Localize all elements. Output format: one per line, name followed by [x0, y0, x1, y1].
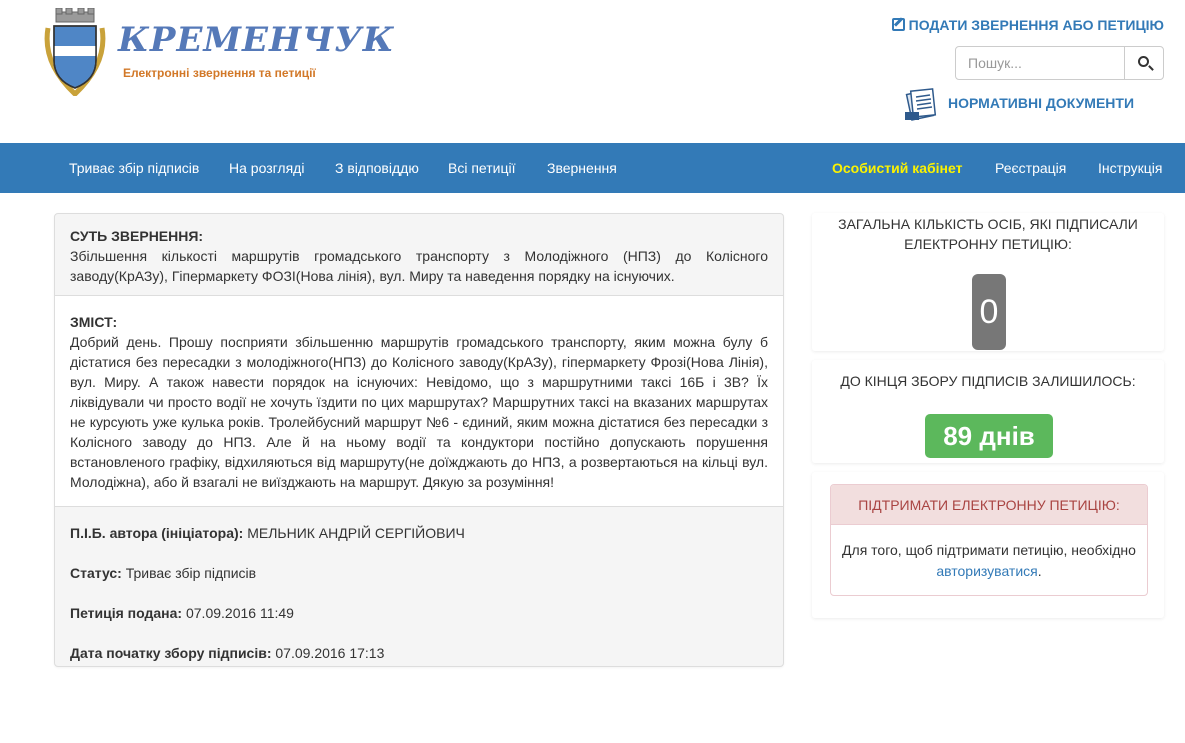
content-label: ЗМІСТ: [70, 314, 118, 330]
status-label: Статус: [70, 565, 122, 581]
search-input[interactable] [955, 46, 1125, 80]
main-navbar [0, 143, 1185, 193]
submitted-label: Петиція подана: [70, 605, 183, 621]
nav-registration[interactable]: Реєстрація [995, 160, 1067, 176]
signers-count-badge: 0 [972, 274, 1006, 350]
coat-of-arms-icon [42, 8, 108, 96]
start-date-label: Дата початку збору підписів: [70, 645, 272, 661]
petition-info-section [55, 507, 783, 666]
logo-title: КРЕМЕНЧУК [118, 20, 395, 60]
submitted-value: 07.09.2016 11:49 [185, 605, 294, 621]
nav-under-review[interactable]: На розгляді [229, 160, 305, 176]
logo-subtitle: Електронні звернення та петиції [123, 66, 316, 80]
submitted-line [70, 605, 294, 621]
signers-card [812, 213, 1164, 351]
edit-icon [892, 18, 905, 31]
support-text: Для того, щоб підтримати петицію, необхідно [842, 542, 1136, 558]
support-petition-title: ПІДТРИМАТИ ЕЛЕКТРОННУ ПЕТИЦІЮ: [831, 485, 1147, 525]
remaining-days-badge: 89 днів [925, 414, 1053, 458]
essence-label: СУТЬ ЗВЕРНЕННЯ: [70, 228, 204, 244]
start-date-line [70, 645, 384, 661]
petition-panel [54, 213, 784, 667]
nav-appeals[interactable]: Звернення [547, 160, 617, 176]
petition-essence-section [55, 214, 783, 296]
essence-text: Збільшення кількості маршрутів громадського транспорту з Молодіжного (НПЗ) до Колісного заводу(КрАЗу), Гіпермаркету ФОЗІ(Нова лінія), вул. Миру та наведення порядку на існуючих. [70, 248, 768, 284]
submit-petition-label: ПОДАТИ ЗВЕРНЕННЯ АБО ПЕТИЦІЮ [908, 17, 1164, 33]
author-label: П.І.Б. автора (ініціатора): [70, 525, 244, 541]
start-date-value: 07.09.2016 17:13 [275, 645, 385, 661]
author-line [70, 525, 465, 541]
search-form [955, 46, 1164, 80]
author-value: МЕЛЬНИК АНДРІЙ СЕРГІЙОВИЧ [247, 525, 465, 541]
nav-personal-cabinet[interactable]: Особистий кабінет [832, 160, 963, 176]
nav-answered[interactable]: З відповіддю [335, 160, 419, 176]
status-line [70, 565, 256, 581]
remaining-title: ДО КІНЦЯ ЗБОРУ ПІДПИСІВ ЗАЛИШИЛОСЬ: [840, 373, 1136, 389]
nav-instructions[interactable]: Інструкція [1098, 160, 1163, 176]
support-petition-body [831, 540, 1147, 582]
content-text: Добрий день. Прошу посприяти збільшенню маршрутів громадського транспорту, яким можна булу б дістатися без пересадки з молодіжного(НПЗ) до Колісного заводу(КрАЗу), гіпермаркету Фрозі(Нова Лінія), вул. Миру. А також навести порядок на існуючих: Невідомо, що з маршрутними таксі 16Б і 3В? Їх ліквідували чи просто водії не хочуть їздити по цих маршрутах? Маршрутних таксі на вказаних маршрутах не курсують уже кулька років. Тролейбусний маршрут №6 - єдиний, яким можна дістатися без пересадки з Колісного заводу до НПЗ. Але й на ньому водії та кондуктори постійно допускають порушення встановленого графіку, відхиляються від маршруту(не доїжджають до НПЗ, а розвертаються на кільці вул. Молодіжна), або й взагалі не виїзджають на маршрут. Дякую за розуміння! [70, 334, 768, 490]
support-petition-panel [830, 484, 1148, 596]
petition-content-section [55, 296, 783, 507]
nav-collecting-signatures[interactable]: Триває збір підписів [69, 160, 200, 176]
search-button[interactable] [1124, 46, 1164, 80]
petition-sidebar [812, 213, 1165, 618]
signers-title: ЗАГАЛЬНА КІЛЬКІСТЬ ОСІБ, ЯКІ ПІДПИСАЛИ ЕЛЕКТРОННУ ПЕТИЦІЮ: [838, 216, 1138, 252]
normative-docs-label: НОРМАТИВНІ ДОКУМЕНТИ [948, 95, 1135, 111]
search-icon [1138, 56, 1149, 67]
site-logo[interactable] [42, 8, 395, 98]
site-header [0, 0, 1185, 143]
documents-icon [903, 86, 939, 122]
support-end: . [1037, 563, 1042, 579]
nav-all-petitions[interactable]: Всі петиції [448, 160, 516, 176]
status-value: Триває збір підписів [125, 565, 257, 581]
login-link[interactable]: авторизуватися [936, 563, 1038, 579]
submit-petition-link[interactable] [892, 17, 1164, 33]
